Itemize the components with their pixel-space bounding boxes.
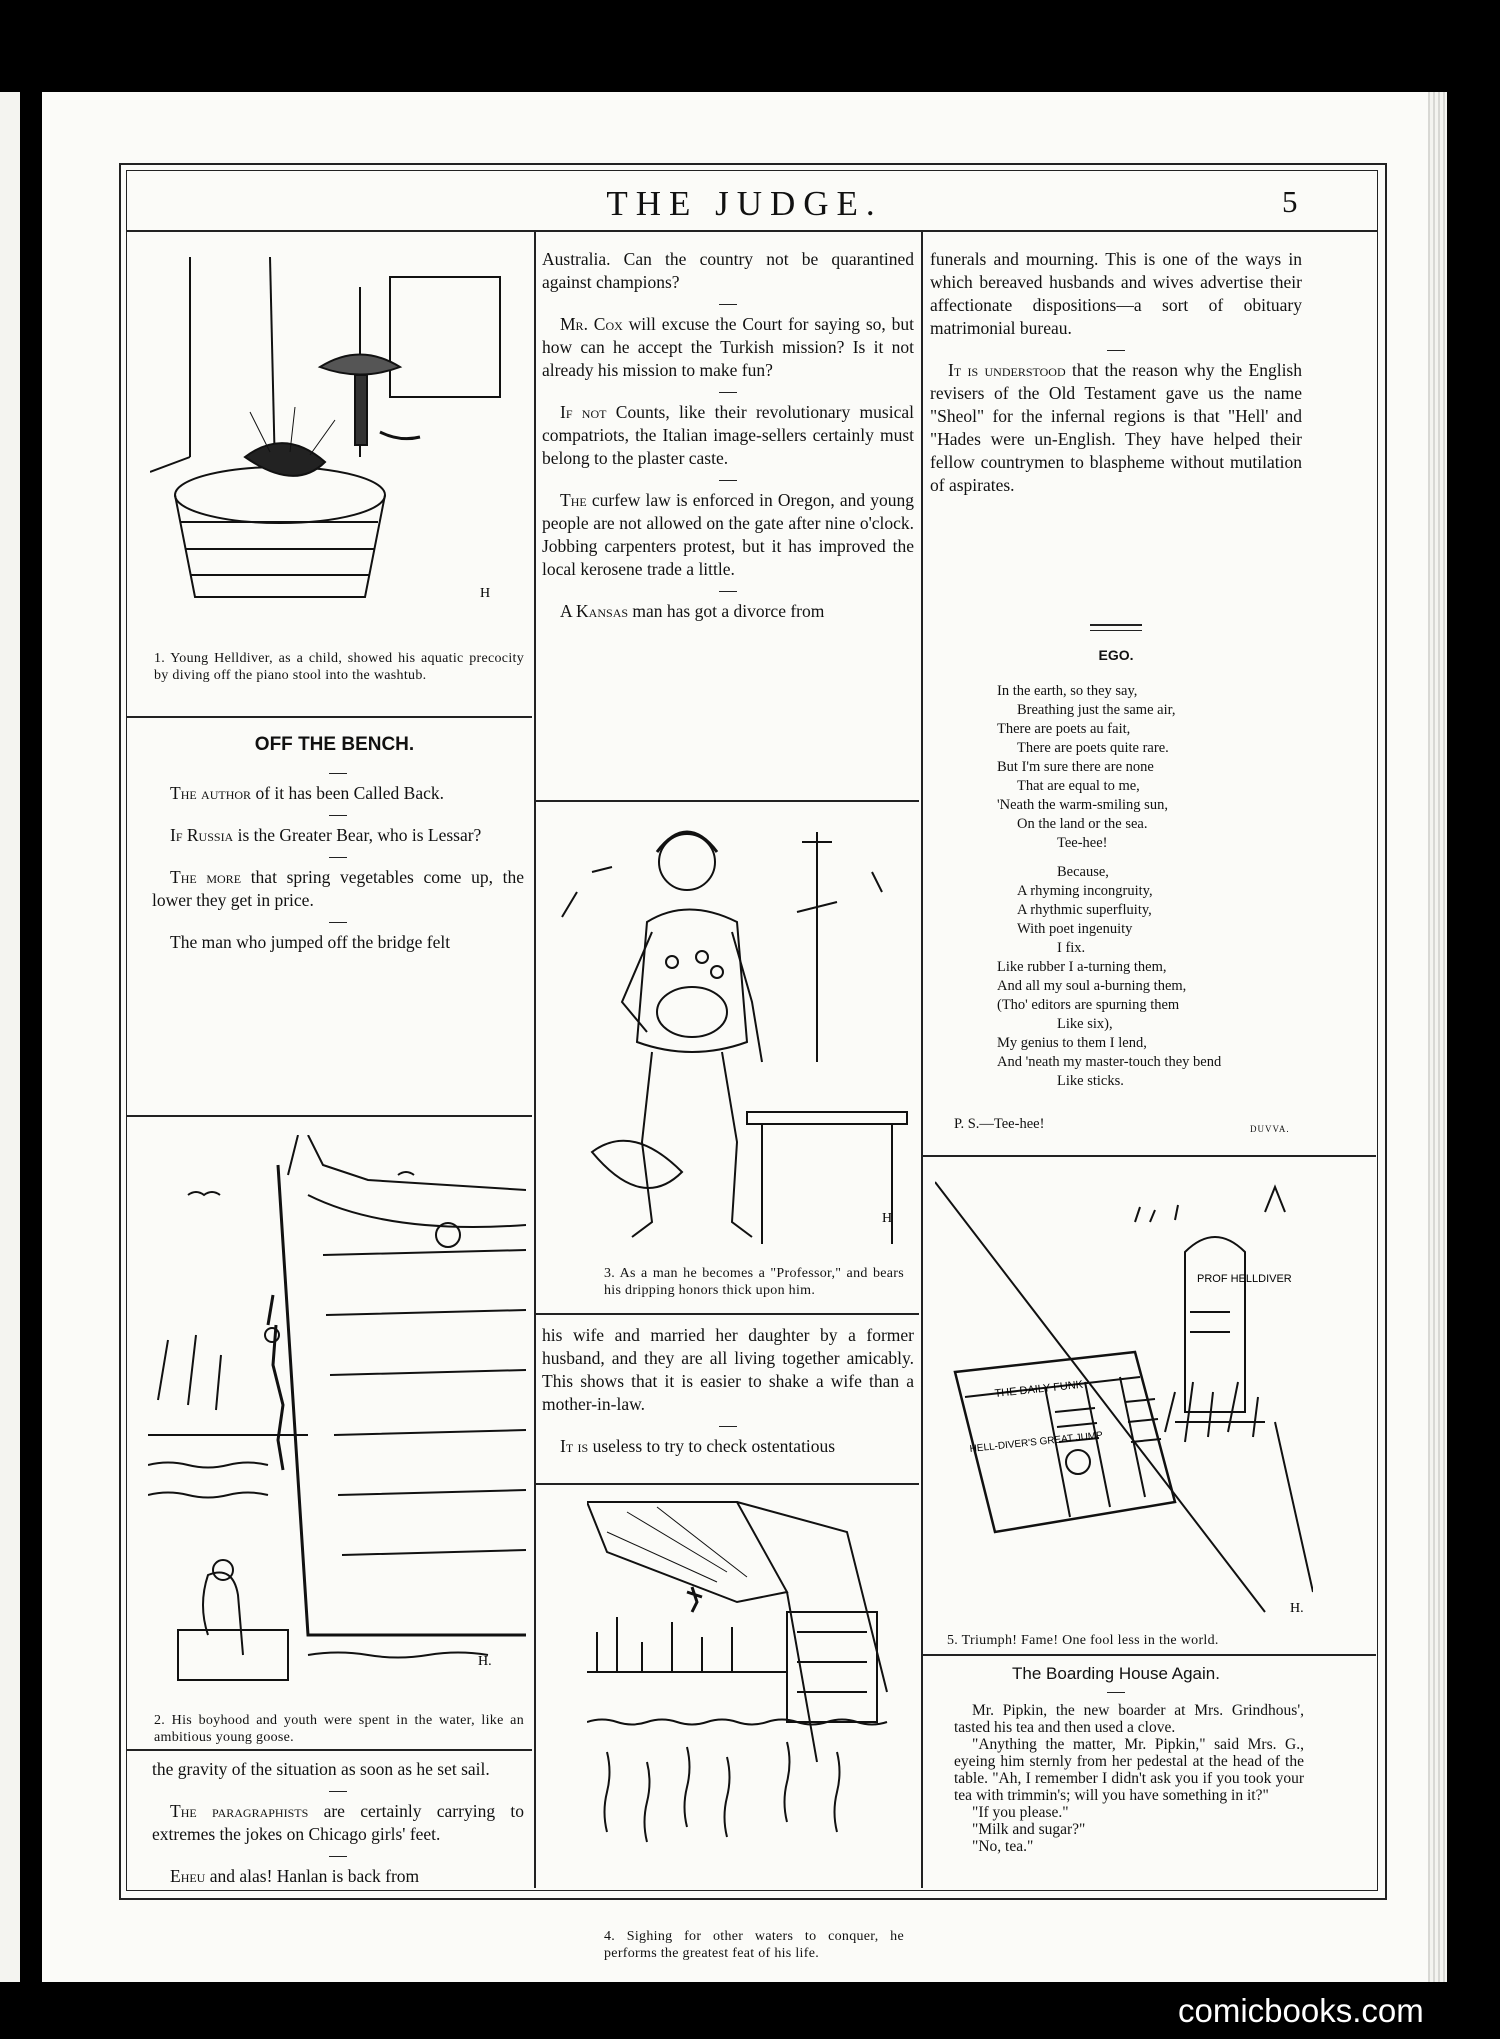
page-number: 5 bbox=[1282, 184, 1298, 219]
caption-2: 2. His boyhood and youth were spent in the water, like an ambitious young goose. bbox=[154, 1713, 524, 1745]
poem-line: Like six), bbox=[1057, 1016, 1113, 1032]
paragraph-text: is the Greater Bear, who is Lessar? bbox=[233, 825, 482, 845]
col2-middle-text bbox=[542, 1324, 914, 1468]
story-paragraph: "No, tea." bbox=[972, 1838, 1034, 1855]
masthead-rule bbox=[127, 230, 1377, 232]
illustration-ship-dive bbox=[148, 1135, 526, 1700]
paragraph-text: curfew law is enforced in Oregon, and young people are not allowed on the gate after nine o'clock. Jobbing carpenters protest, but it has improved the local kerosene trade a little. bbox=[542, 490, 914, 579]
paragraph-text: of it has been Called Back. bbox=[251, 783, 444, 803]
paragraph-text: Australia. Can the country not be quarantined against champions? bbox=[542, 249, 914, 292]
svg-text:H.: H. bbox=[478, 1654, 492, 1669]
lead-in: The more bbox=[170, 867, 242, 887]
lead-in: A Kansas bbox=[560, 601, 629, 621]
watermark: comicbooks.com bbox=[1178, 1992, 1424, 2029]
poem-line: Like rubber I a-turning them, bbox=[997, 959, 1167, 975]
magazine-page bbox=[42, 92, 1447, 1982]
lead-in: If Russia bbox=[170, 825, 234, 845]
poem-line: With poet ingenuity bbox=[1017, 921, 1133, 937]
masthead-title: THE JUDGE. bbox=[606, 184, 883, 223]
svg-text:H.: H. bbox=[1290, 1601, 1304, 1616]
poem-ego bbox=[997, 682, 1297, 1091]
poem-line: But I'm sure there are none bbox=[997, 759, 1154, 775]
heading-dash bbox=[1107, 1692, 1125, 1693]
poem-line: Because, bbox=[1057, 864, 1109, 880]
story-paragraph: "Anything the matter, Mr. Pipkin," said Mrs. G., eyeing him sternly from her pedestal at the head of the table. "Ah, I remember I didn't ask you if you took your tea with trimmin's; will you have something in it?" bbox=[954, 1736, 1304, 1804]
paragraph-text: the gravity of the situation as soon as he set sail. bbox=[152, 1759, 490, 1779]
poem-line: Tee-hee! bbox=[1057, 835, 1108, 851]
poem-line: There are poets quite rare. bbox=[1017, 740, 1169, 756]
poem-postscript: P. S.—Tee-hee! bbox=[954, 1116, 1045, 1132]
adjacent-page-edge bbox=[0, 92, 20, 1982]
newspaper-masthead: THE DAILY FUNK bbox=[994, 1378, 1084, 1400]
paragraph-text: will excuse the Court for saying so, but how can he accept the Turkish mission? Is it not already his mission to make fun? bbox=[542, 314, 914, 380]
poem-line: I fix. bbox=[1057, 940, 1086, 956]
page-stack-edge bbox=[1428, 92, 1447, 1982]
story-paragraph: "Milk and sugar?" bbox=[972, 1821, 1086, 1838]
poem-line bbox=[997, 853, 1297, 863]
caption-5: 5. Triumph! Fame! One fool less in the world. bbox=[947, 1633, 1219, 1648]
poem-line: And 'neath my master-touch they bend bbox=[997, 1054, 1222, 1070]
lead-in: Mr. Cox bbox=[560, 314, 623, 334]
paragraph-text: his wife and married her daughter by a former husband, and they are all living together amicably. This shows that it is easier to shake a wife than a mother-in-law. bbox=[542, 1325, 914, 1414]
lead-in: It is bbox=[560, 1436, 589, 1456]
illustration-professor bbox=[552, 812, 912, 1252]
poem-line: Like sticks. bbox=[1057, 1073, 1124, 1089]
section-rule bbox=[127, 1749, 532, 1751]
lead-in: It is understood bbox=[948, 360, 1066, 380]
paragraph-text: useless to try to check ostentatious bbox=[588, 1436, 836, 1456]
illustration-headstone-newspaper bbox=[935, 1172, 1313, 1622]
poem-line: On the land or the sea. bbox=[1017, 816, 1148, 832]
poem-line: 'Neath the warm-smiling sun, bbox=[997, 797, 1168, 813]
lead-in: The bbox=[560, 490, 587, 510]
poem-title: EGO. bbox=[1098, 647, 1134, 663]
poem-line: A rhythmic superfluity, bbox=[1017, 902, 1152, 918]
section-rule bbox=[127, 1115, 532, 1117]
poem-line: Breathing just the same air, bbox=[1017, 702, 1176, 718]
col2-upper-text bbox=[542, 248, 914, 633]
story-paragraph: Mr. Pipkin, the new boarder at Mrs. Grindhous', tasted his tea and then used a clove. bbox=[954, 1702, 1304, 1736]
lead-in: The author bbox=[170, 783, 252, 803]
boarding-house-story bbox=[954, 1702, 1304, 1855]
poem-line: My genius to them I lend, bbox=[997, 1035, 1147, 1051]
lead-in: If not bbox=[560, 402, 607, 422]
section-rule bbox=[536, 1483, 919, 1485]
section-rule bbox=[923, 1654, 1376, 1656]
poem-line: That are equal to me, bbox=[1017, 778, 1140, 794]
paragraph-text: The man who jumped off the bridge felt bbox=[170, 932, 451, 952]
section-rule bbox=[536, 1313, 919, 1315]
caption-3: 3. As a man he becomes a "Professor," and bears his dripping honors thick upon him. bbox=[604, 1266, 904, 1298]
paragraph-text: that spring vegetables come up, the lower they get in price. bbox=[152, 867, 525, 910]
caption-4: 4. Sighing for other waters to conquer, he performs the greatest feat of his life. bbox=[604, 1929, 904, 1961]
headstone-text: PROF HELLDIVER bbox=[1197, 1273, 1292, 1285]
svg-text:H: H bbox=[882, 1211, 893, 1226]
svg-text:H: H bbox=[480, 586, 491, 601]
illustration-bridge-dive bbox=[587, 1492, 907, 1912]
poem-line: And all my soul a-burning them, bbox=[997, 978, 1187, 994]
newspaper-headline: HELL-DIVER'S GREAT JUMP bbox=[969, 1430, 1104, 1455]
ornamental-rule bbox=[1090, 630, 1142, 631]
col1-lower-text bbox=[152, 1758, 524, 1898]
illustration-washtub-dive bbox=[150, 257, 525, 617]
section-rule bbox=[923, 1155, 1376, 1157]
section-rule bbox=[536, 800, 919, 802]
paragraph-text: Counts, like their revolutionary musical compatriots, the Italian image-sellers certainly must belong to the plaster caste. bbox=[542, 402, 914, 468]
poem-line: In the earth, so they say, bbox=[997, 683, 1138, 699]
paragraph-text: and alas! Hanlan is back from bbox=[205, 1866, 420, 1886]
paragraph-text: man has got a divorce from bbox=[628, 601, 825, 621]
poem-line: (Tho' editors are spurning them bbox=[997, 997, 1180, 1013]
lead-in: The paragraphists bbox=[170, 1801, 309, 1821]
paragraph-text: are certainly carrying to extremes the jokes on Chicago girls' feet. bbox=[152, 1801, 524, 1844]
column-divider-2 bbox=[921, 232, 923, 1888]
paragraph-text: funerals and mourning. This is one of the ways in which bereaved husbands and wives advertise their affectionate dispositions—a sort of obituary matrimonial bureau. bbox=[930, 249, 1302, 338]
heading-off-the-bench: OFF THE BENCH. bbox=[254, 734, 415, 755]
column-divider-1 bbox=[534, 232, 536, 1888]
poem-line: A rhyming incongruity, bbox=[1017, 883, 1153, 899]
lead-in: Eheu bbox=[170, 1866, 206, 1886]
story-paragraph: "If you please." bbox=[972, 1804, 1069, 1821]
caption-1: 1. Young Helldiver, as a child, showed his aquatic precocity by diving off the piano stool into the washtub. bbox=[154, 651, 524, 683]
paragraph-text: that the reason why the English revisers of the Old Testament gave us the name "Sheol" for the infernal regions is that "Hell' and "Hades were un-English. They have helped their fellow countrymen to blaspheme without mutilation of aspirates. bbox=[930, 360, 1302, 495]
poem-line: There are poets au fait, bbox=[997, 721, 1131, 737]
section-rule bbox=[127, 716, 532, 718]
poem-signature: DUVVA. bbox=[1250, 1124, 1290, 1134]
col3-upper-text bbox=[930, 248, 1302, 507]
heading-boarding-house: The Boarding House Again. bbox=[1012, 1664, 1220, 1683]
off-the-bench-text bbox=[152, 767, 524, 964]
ornamental-rule bbox=[1090, 624, 1142, 626]
